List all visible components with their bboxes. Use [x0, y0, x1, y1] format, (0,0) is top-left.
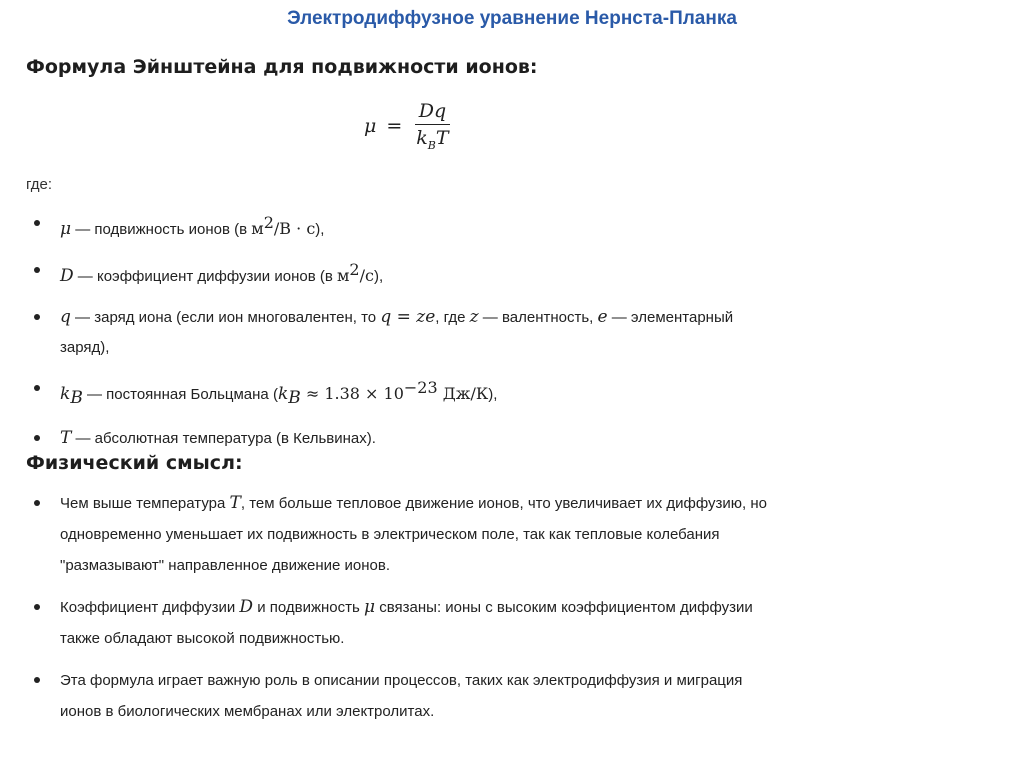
def-text: — абсолютная температура (в Кельвинах). — [71, 430, 376, 447]
item-text: и подвижность — [253, 599, 364, 616]
unit-rest: /В · с — [273, 219, 316, 238]
unit: м — [336, 266, 350, 285]
def-mid2: — валентность, — [478, 309, 598, 326]
bullet-icon — [34, 220, 40, 226]
unit-sup: 2 — [263, 213, 274, 232]
symbol-t: T — [60, 428, 72, 448]
symbol-q: q — [60, 307, 71, 327]
bullet-icon — [34, 604, 40, 610]
where-label: где: — [26, 176, 53, 193]
equation-q-ze: q = ze — [380, 307, 436, 327]
def-text: — постоянная Больцмана ( — [82, 386, 278, 403]
bullet-icon — [34, 385, 40, 391]
formula-equals: = — [386, 114, 403, 137]
unit-sup: 2 — [349, 260, 360, 279]
unit: Дж/К — [437, 384, 489, 403]
formula-fraction — [412, 100, 452, 152]
list-item — [34, 592, 774, 654]
bullet-icon — [34, 314, 40, 320]
approx-k-sub: B — [288, 388, 301, 408]
bullet-icon — [34, 677, 40, 683]
list-item — [34, 373, 774, 413]
einstein-heading: Формула Эйнштейна для подвижности ионов: — [26, 56, 538, 78]
symbol-k: k — [60, 384, 71, 404]
list-item — [34, 423, 774, 454]
item-text: связаны: ионы с высоким коэффициентом диффузии также обладают высокой подвижностью. — [60, 599, 753, 647]
symbol-mu: μ — [364, 597, 376, 617]
item-text: Эта формула играет важную роль в описании процессов, таких как электродиффузия и миграция ионов в биологических мембранах или электролитах. — [60, 672, 743, 720]
denominator-sub: B — [427, 138, 436, 152]
boltzmann-value: ≈ 1.38 × 10 — [300, 384, 404, 403]
list-item — [34, 488, 774, 581]
symbol-k-sub: B — [70, 388, 83, 408]
formula-lhs: μ — [364, 114, 377, 137]
physical-meaning-heading: Физический смысл: — [26, 452, 243, 474]
list-item — [34, 255, 774, 292]
formula-numerator: Dq — [415, 100, 450, 125]
def-tail: ), — [488, 386, 498, 403]
symbol-d: D — [60, 266, 74, 286]
symbol-e: e — [597, 307, 608, 327]
def-text: — заряд иона (если ион многовалентен, то — [70, 309, 381, 326]
definitions-list — [34, 208, 774, 464]
physical-meaning-list — [34, 488, 774, 738]
formula-denominator — [412, 125, 452, 152]
item-text: Чем выше температура — [60, 495, 230, 512]
approx-k: k — [277, 384, 289, 404]
list-item — [34, 665, 774, 727]
einstein-formula — [364, 100, 453, 152]
def-text: — подвижность ионов (в — [71, 221, 252, 238]
def-tail: ), — [373, 268, 384, 285]
bullet-icon — [34, 435, 40, 441]
def-tail: ), — [315, 221, 325, 238]
symbol-t: T — [229, 493, 241, 513]
bullet-icon — [34, 500, 40, 506]
denominator-t: T — [435, 127, 449, 149]
def-text: — коэффициент диффузии ионов (в — [73, 268, 337, 285]
denominator-k: k — [416, 127, 428, 149]
item-text: Коэффициент диффузии — [60, 599, 240, 616]
def-mid: , где — [435, 309, 470, 326]
list-item — [34, 302, 774, 363]
item-text: , тем больше тепловое движение ионов, что увеличивает их диффузию, но одновременно уменьшает их подвижность в электрическом поле, так как тепловые колебания "размазывают" направленное движение ионов. — [60, 495, 767, 574]
def-tail: — элементарный заряд), — [60, 309, 734, 356]
symbol-mu: μ — [60, 219, 72, 239]
bullet-icon — [34, 267, 40, 273]
slide-title: Электродиффузное уравнение Нернста-Планка — [287, 8, 737, 29]
list-item — [34, 208, 774, 245]
unit-rest: /с — [359, 266, 374, 285]
boltzmann-exponent: −23 — [403, 378, 438, 397]
symbol-d: D — [239, 597, 254, 617]
symbol-z: z — [469, 307, 479, 327]
unit: м — [251, 219, 264, 238]
